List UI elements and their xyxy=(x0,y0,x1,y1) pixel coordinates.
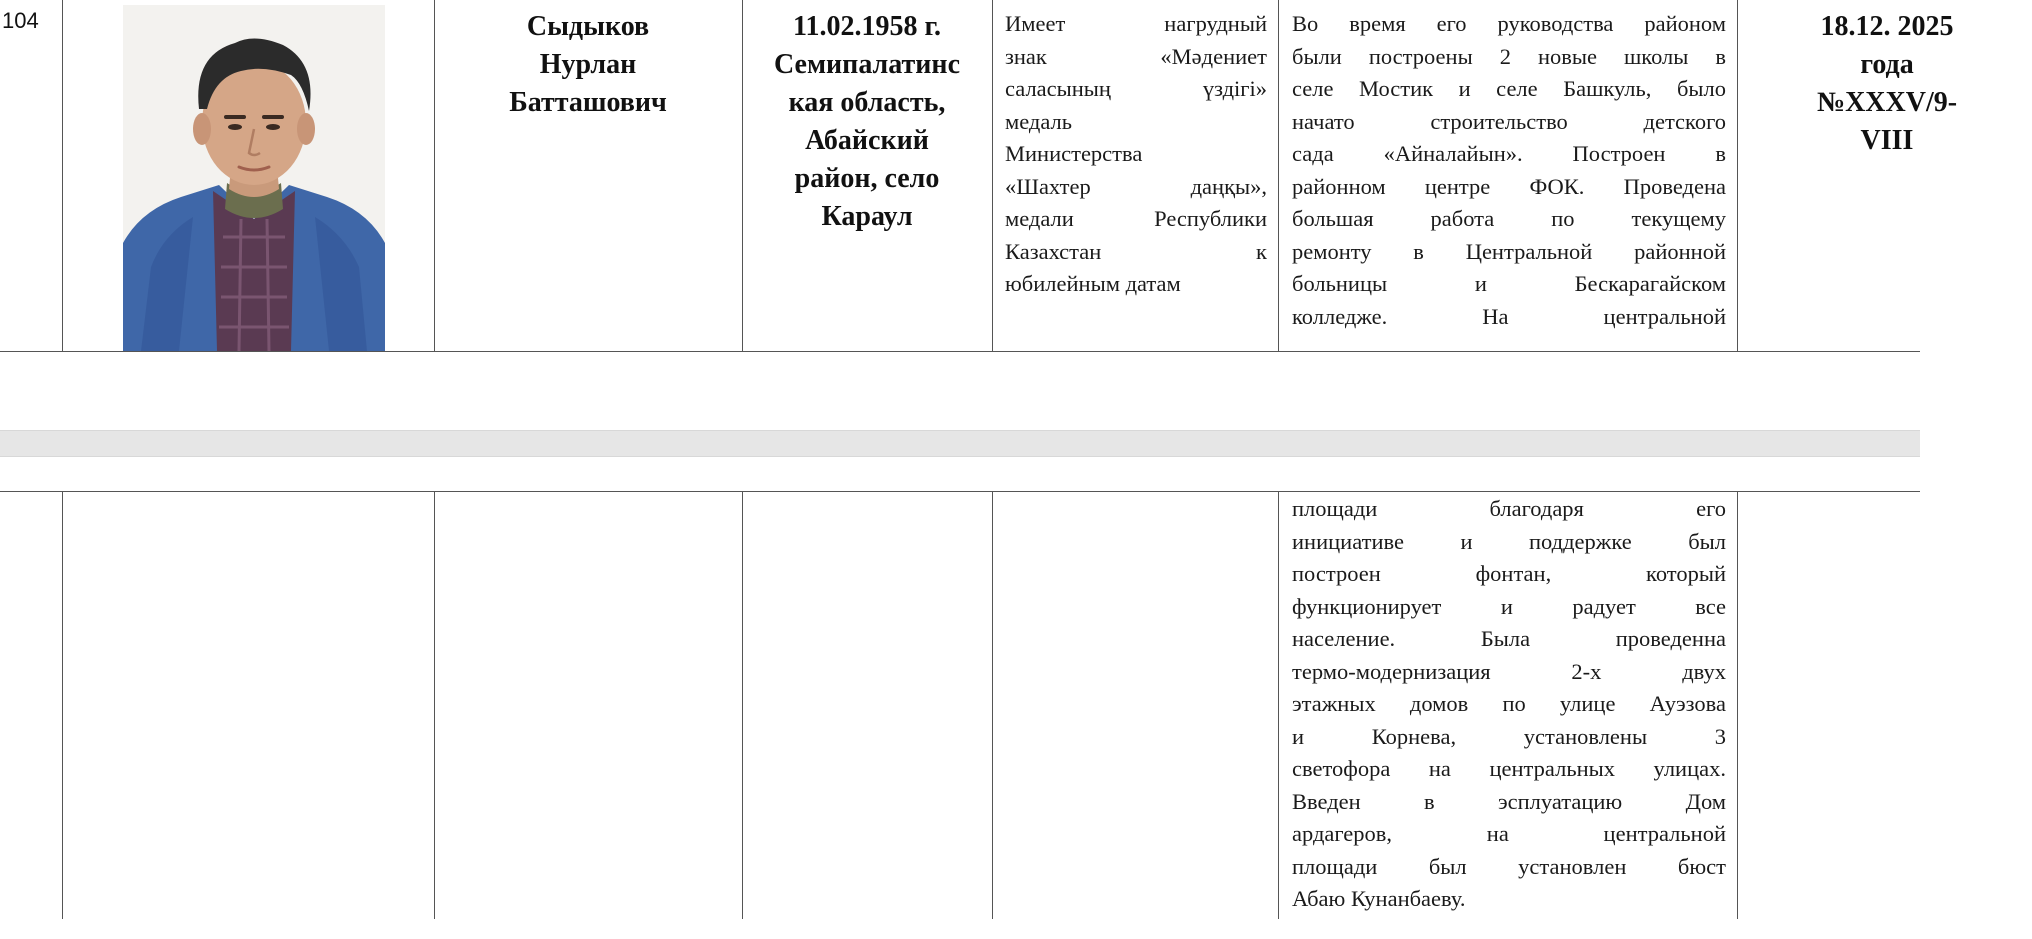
achievements-line: построен фонтан, который xyxy=(1292,561,1726,586)
table-grid-line xyxy=(1278,0,1279,352)
decision-info xyxy=(1742,8,2032,160)
name-line: Сыдыков xyxy=(526,11,650,42)
achievements-line: термо-модернизация 2-х двух xyxy=(1292,658,1726,684)
achievements-line: ардагеров, на центральной xyxy=(1292,821,1726,846)
person-name xyxy=(440,8,736,122)
achievements-line: функционирует и радует все xyxy=(1292,593,1726,619)
decision-line: №XXXV/9- xyxy=(1816,87,1958,118)
achievements-line: районном центре ФОК. Проведена xyxy=(1292,173,1726,199)
name-line: Нурлан xyxy=(539,49,637,80)
row-number: 104 xyxy=(2,8,39,33)
person-photo xyxy=(123,5,385,351)
achievements-line: инициативе и поддержке был xyxy=(1292,528,1726,554)
table-grid-line xyxy=(434,491,435,919)
awards-line: юбилейным датам xyxy=(1005,271,1181,296)
achievements-line: Абаю Кунанбаеву. xyxy=(1292,886,1466,911)
document-page-2 xyxy=(0,491,1920,939)
table-grid-line xyxy=(0,491,1920,492)
table-grid-line xyxy=(1737,0,1738,352)
achievements-line: площади благодаря его xyxy=(1292,496,1726,521)
awards-line: Министерства xyxy=(1005,141,1143,166)
birth-line: Караул xyxy=(821,201,913,232)
birth-line: район, село xyxy=(794,163,940,194)
page-separator xyxy=(0,430,1920,457)
table-grid-line xyxy=(1737,491,1738,919)
document-page-1 xyxy=(0,0,1958,352)
birth-info xyxy=(746,8,988,236)
achievements-line: начато строительство детского xyxy=(1292,108,1726,134)
achievements-line: площади был установлен бюст xyxy=(1292,853,1726,879)
awards-line: медаль xyxy=(1005,108,1073,134)
achievements-line: население. Была проведенна xyxy=(1292,626,1726,651)
name-line: Батташович xyxy=(509,87,667,118)
awards-line: Имеет нагрудный xyxy=(1005,11,1267,36)
table-grid-line xyxy=(992,0,993,352)
achievements-line: селе Мостик и селе Башкуль, было xyxy=(1292,76,1726,101)
awards-line: знак «Мәдениет xyxy=(1005,43,1267,69)
table-grid-line xyxy=(742,491,743,919)
awards-line: Казахстан к xyxy=(1005,238,1267,264)
table-grid-line xyxy=(992,491,993,919)
table-grid-line xyxy=(1278,491,1279,919)
birth-line: 11.02.1958 г. xyxy=(792,11,941,42)
achievements-line: светофора на центральных улицах. xyxy=(1292,756,1726,781)
page-gap xyxy=(0,352,1920,491)
achievements-text xyxy=(1292,8,1726,333)
achievements-line: были построены 2 новые школы в xyxy=(1292,43,1726,69)
table-grid-line xyxy=(62,491,63,919)
decision-line: 18.12. 2025 xyxy=(1820,11,1954,42)
achievements-line: сада «Айналайын». Построен в xyxy=(1292,141,1726,166)
birth-line: Абайский xyxy=(805,125,929,156)
achievements-line: больницы и Бескарагайском xyxy=(1292,271,1726,296)
awards-text xyxy=(1005,8,1267,301)
awards-line: «Шахтер даңқы», xyxy=(1005,173,1267,199)
portrait-image xyxy=(123,5,385,351)
awards-line: саласының үздігі» xyxy=(1005,76,1267,101)
decision-line: VIII xyxy=(1860,125,1914,156)
achievements-line: этажных домов по улице Ауэзова xyxy=(1292,691,1726,716)
table-grid-line xyxy=(434,0,435,352)
achievements-line: Во время его руководства районом xyxy=(1292,11,1726,36)
decision-line: года xyxy=(1860,49,1914,80)
achievements-line: колледже. На центральной xyxy=(1292,303,1726,329)
birth-line: кая область, xyxy=(788,87,946,118)
achievements-line: и Корнева, установлены 3 xyxy=(1292,723,1726,749)
birth-line: Семипалатинс xyxy=(773,49,960,80)
achievements-line: большая работа по текущему xyxy=(1292,206,1726,231)
table-grid-line xyxy=(62,0,63,352)
awards-line: медали Республики xyxy=(1005,206,1267,231)
achievements-text-continued xyxy=(1292,493,1726,916)
achievements-line: ремонту в Центральной районной xyxy=(1292,238,1726,264)
table-grid-line xyxy=(742,0,743,352)
achievements-line: Введен в эсплуатацию Дом xyxy=(1292,788,1726,814)
